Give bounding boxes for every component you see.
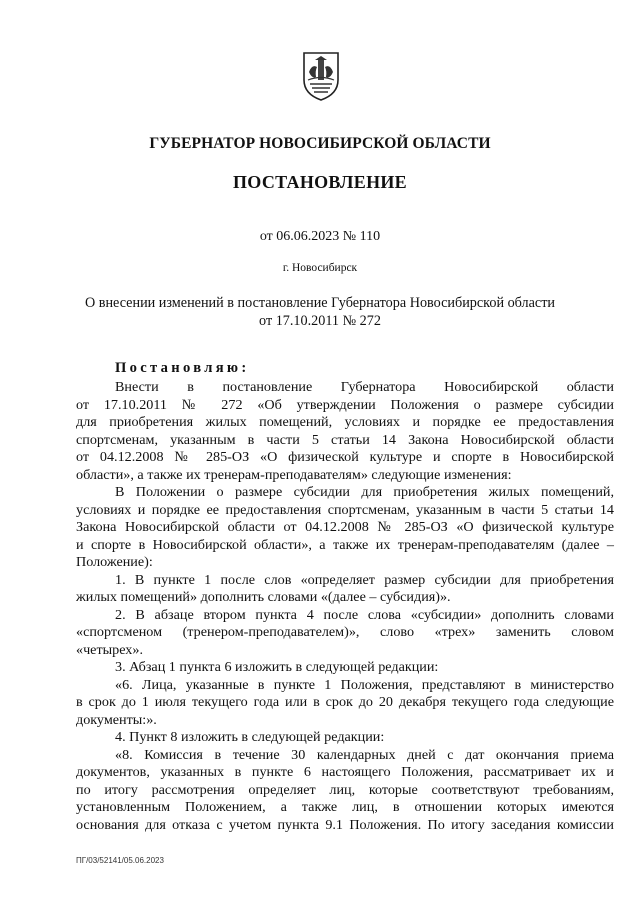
body-line: для приобретения жилых помещений, условиях и порядке ее предоставления [76,414,614,430]
document-body [76,379,614,834]
body-line: 3. Абзац 1 пункта 6 изложить в следующей редакции: [115,659,439,675]
document-code: ПГ/03/52141/05.06.2023 [76,856,164,865]
body-line: В Положении о размере субсидии для приобретения жилых помещений, [115,484,614,500]
body-line: «четырех». [76,641,143,658]
body-line: условиях и порядке ее предоставления спортсменам, указанным в части 5 статьи 14 [76,501,614,518]
city-line: г. Новосибирск [282,262,358,274]
subject-line-1: О внесении изменений в постановление Губернатора Новосибирской области [84,295,556,311]
body-line: спортсменам, указанным в части 5 статьи 14 Закона Новосибирской области [76,431,614,448]
body-line: 2. В абзаце втором пункта 4 после слова «субсидии» дополнить словами [115,606,614,623]
document-type: ПОСТАНОВЛЕНИЕ [233,172,407,192]
body-line: по итогу рассмотрения определяет лиц, которые соответствуют требованиям, [76,781,614,798]
body-line: «8. Комиссия в течение 30 календарных дней с дат окончания приема [115,746,614,763]
body-line: Положение): [76,554,153,570]
date-number-line: от 06.06.2023 № 110 [259,229,381,244]
body-line: «6. Лица, указанные в пункте 1 Положения, представляют в министерство [115,676,614,693]
document-subject [0,294,640,330]
body-line: жилых помещений» дополнить словами «(далее – субсидия)». [76,589,451,605]
body-line: 1. В пункте 1 после слов «определяет размер субсидии для приобретения [115,571,614,588]
body-line: 4. Пункт 8 изложить в следующей редакции: [115,729,385,745]
coat-of-arms-icon [300,50,342,102]
authority-title: ГУБЕРНАТОР НОВОСИБИРСКОЙ ОБЛАСТИ [149,135,491,152]
body-line: Закона Новосибирской области от 04.12.2008 № 285-ОЗ «О физической культуре [76,519,614,535]
body-line: от 17.10.2011 № 272 «Об утверждении Положения о размере субсидии [76,396,614,413]
body-line: от 04.12.2008 № 285-ОЗ «О физической культуре и спорте в Новосибирской [76,449,614,465]
body-line: Внести в постановление Губернатора Новосибирской области [115,379,614,395]
body-line: области», а также их тренерам-преподавателям» следующие изменения: [76,466,512,483]
body-line: «спортсменом (тренером-преподавателем)», слово «трех» заменить словом [76,624,614,640]
body-line: установленным Положением, а также лиц, в отношении которых имеются [76,799,614,815]
body-line: документы:». [76,711,157,728]
body-line: и спорте в Новосибирской области», а также их тренерам-преподавателям (далее – [76,536,614,553]
body-line: документов, указанных в пункте 6 настоящего Положения, рассматривает их и [76,764,614,780]
resolution-verb: Постановляю: [115,360,250,376]
subject-line-2: от 17.10.2011 № 272 [259,313,381,329]
body-line: основания для отказа с учетом пункта 9.1 Положения. По итогу заседания комиссии [76,816,614,833]
body-line: в срок до 1 июля текущего года или в срок до 20 декабря текущего года следующие [76,694,614,710]
